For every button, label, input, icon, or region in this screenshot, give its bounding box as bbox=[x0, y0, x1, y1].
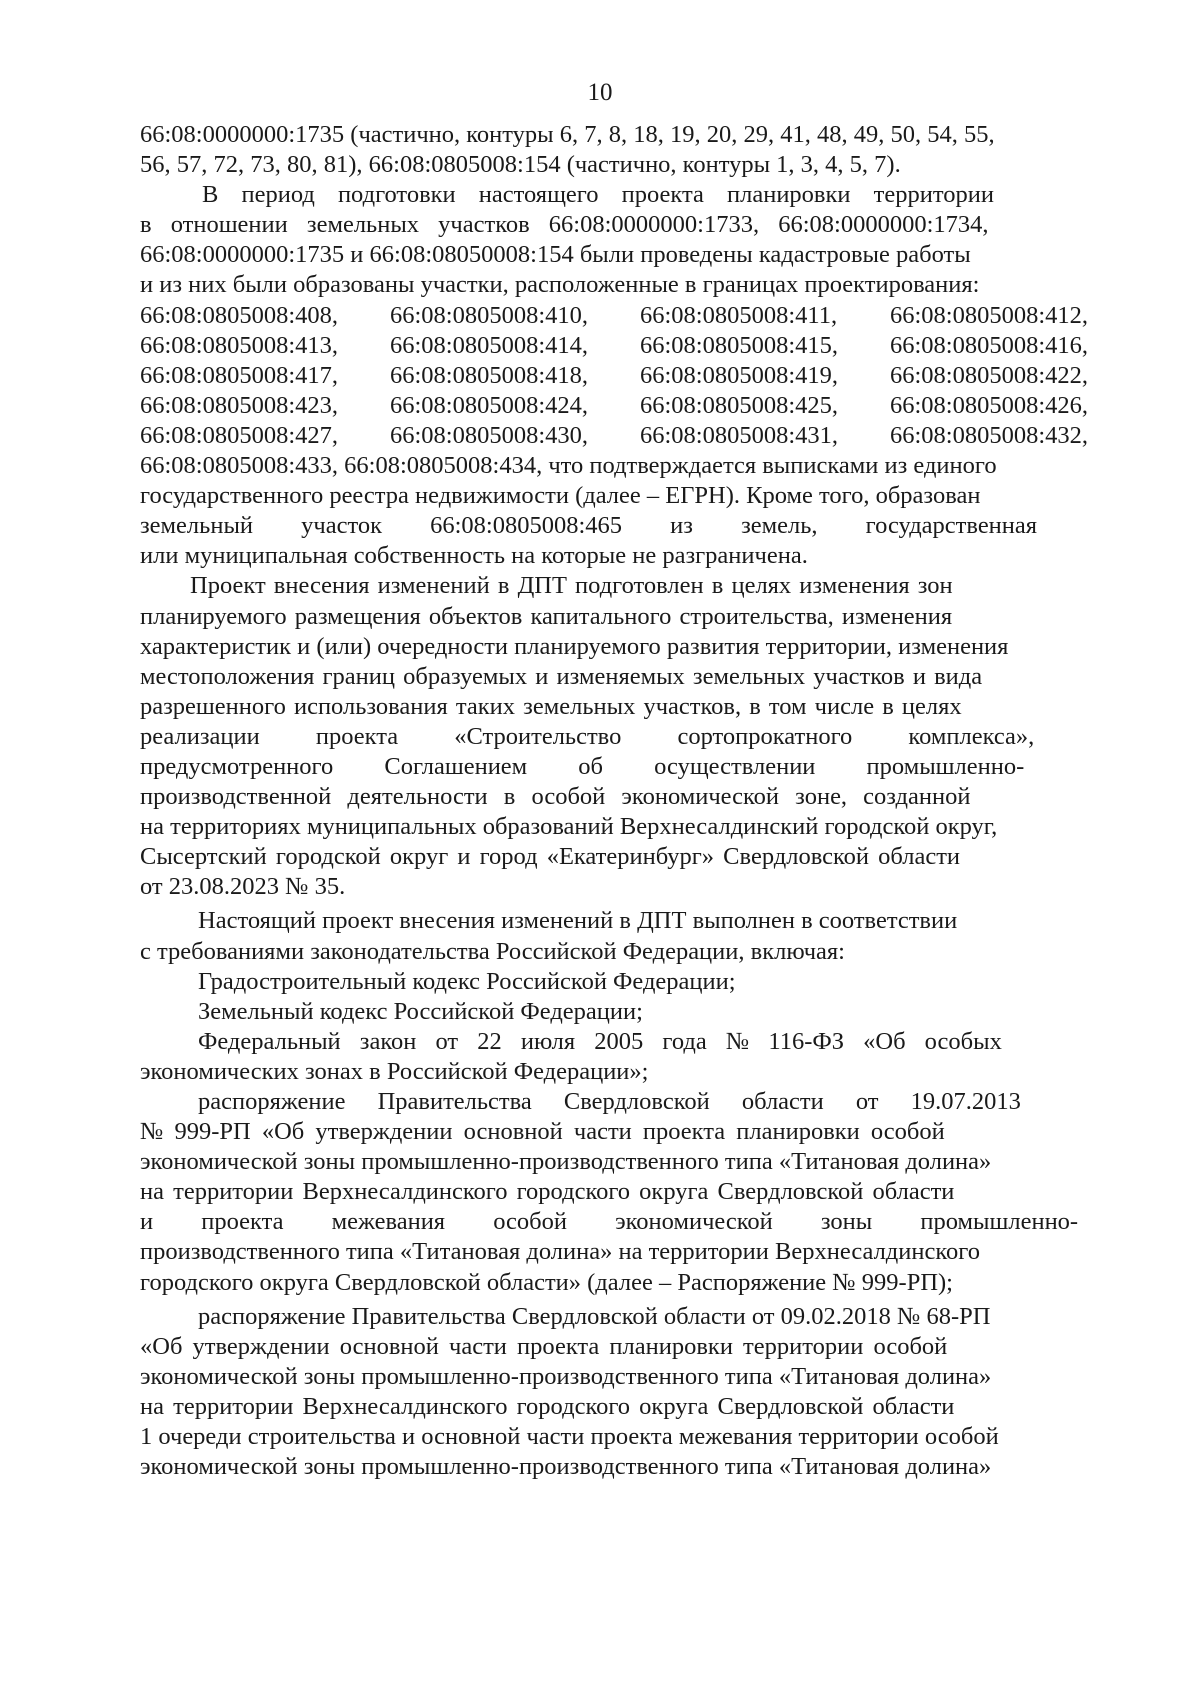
text-line: реализации проекта «Строительство сортопрокатного комплекса», bbox=[140, 722, 1035, 750]
text-line: городского округа Свердловской области» (далее – Распоряжение № 999-РП); bbox=[140, 1268, 953, 1296]
text-line: экономических зонах в Российской Федерации»; bbox=[140, 1057, 649, 1085]
text-line: на территории Верхнесалдинского городского округа Свердловской области bbox=[140, 1178, 955, 1206]
text-line: экономической зоны промышленно-производственного типа «Титановая долина» bbox=[140, 1362, 992, 1390]
text-line: «Об утверждении основной части проекта планировки территории особой bbox=[140, 1332, 948, 1360]
text-line: предусмотренного Соглашением об осуществлении промышленно- bbox=[140, 752, 1025, 780]
parcel-row: 66:08:0805008:408, 66:08:0805008:410, 66:08:0805008:411, 66:08:0805008:412, bbox=[140, 301, 1089, 329]
text-line: от 23.08.2023 № 35. bbox=[140, 873, 346, 901]
text-line: государственного реестра недвижимости (далее – ЕГРН). Кроме того, образован bbox=[140, 482, 981, 510]
document-body bbox=[140, 120, 1089, 1482]
text-line: распоряжение Правительства Свердловской области от 19.07.2013 bbox=[198, 1088, 1021, 1115]
text-line: на территории Верхнесалдинского городского округа Свердловской области bbox=[140, 1392, 955, 1420]
text-line: Градостроительный кодекс Российской Федерации; bbox=[198, 967, 736, 995]
text-line: Земельный кодекс Российской Федерации; bbox=[198, 997, 643, 1025]
text-line: или муниципальная собственность на которые не разграничена. bbox=[140, 542, 808, 570]
text-line: экономической зоны промышленно-производственного типа «Титановая долина» bbox=[140, 1453, 992, 1481]
text-line: 56, 57, 72, 73, 80, 81), 66:08:0805008:154 (частично, контуры 1, 3, 4, 5, 7). bbox=[140, 151, 901, 179]
text-line: производственной деятельности в особой экономической зоне, созданной bbox=[140, 783, 971, 811]
text-line: и из них были образованы участки, расположенные в границах проектирования: bbox=[140, 271, 980, 299]
text-line: 66:08:0805008:433, 66:08:0805008:434, что подтверждается выписками из единого bbox=[140, 452, 997, 480]
parcel-row: 66:08:0805008:417, 66:08:0805008:418, 66:08:0805008:419, 66:08:0805008:422, bbox=[140, 361, 1089, 389]
parcel-row: 66:08:0805008:427, 66:08:0805008:430, 66:08:0805008:431, 66:08:0805008:432, bbox=[140, 421, 1089, 449]
text-line: производственного типа «Титановая долина» на территории Верхнесалдинского bbox=[140, 1238, 980, 1266]
text-line: с требованиями законодательства Российской Федерации, включая: bbox=[140, 937, 845, 965]
text-line: на территориях муниципальных образований Верхнесалдинский городской округ, bbox=[140, 813, 998, 841]
text-line: экономической зоны промышленно-производственного типа «Титановая долина» bbox=[140, 1148, 992, 1176]
parcel-row: 66:08:0805008:423, 66:08:0805008:424, 66:08:0805008:425, 66:08:0805008:426, bbox=[140, 391, 1089, 419]
text-line: 66:08:0000000:1735 и 66:08:08050008:154 были проведены кадастровые работы bbox=[140, 241, 971, 269]
text-line: 66:08:0000000:1735 (частично, контуры 6, 7, 8, 18, 19, 20, 29, 41, 48, 49, 50, 54, 55, bbox=[140, 121, 995, 148]
parcel-row: 66:08:0805008:413, 66:08:0805008:414, 66:08:0805008:415, 66:08:0805008:416, bbox=[140, 331, 1089, 359]
text-line: Федеральный закон от 22 июля 2005 года № 116-ФЗ «Об особых bbox=[198, 1027, 1002, 1055]
text-line: Проект внесения изменений в ДПТ подготовлен в целях изменения зон bbox=[190, 572, 953, 600]
text-line: в отношении земельных участков 66:08:0000000:1733, 66:08:0000000:1734, bbox=[140, 211, 989, 239]
text-line: распоряжение Правительства Свердловской области от 09.02.2018 № 68-РП bbox=[198, 1302, 991, 1330]
text-line: 1 очереди строительства и основной части проекта межевания территории особой bbox=[140, 1423, 999, 1451]
text-line: местоположения границ образуемых и изменяемых земельных участков и вида bbox=[140, 662, 983, 690]
text-line: Сысертский городской округ и город «Екатеринбург» Свердловской области bbox=[140, 843, 961, 871]
text-line: характеристик и (или) очередности планируемого развития территории, изменения bbox=[140, 632, 1009, 660]
text-line: В период подготовки настоящего проекта планировки территории bbox=[202, 181, 994, 209]
text-line: № 999-РП «Об утверждении основной части проекта планировки особой bbox=[140, 1118, 945, 1146]
page-number: 10 bbox=[587, 79, 613, 106]
text-line: земельный участок 66:08:0805008:465 из земель, государственная bbox=[140, 512, 1038, 540]
text-line: Настоящий проект внесения изменений в ДПТ выполнен в соответствии bbox=[198, 907, 958, 935]
text-line: разрешенного использования таких земельных участков, в том числе в целях bbox=[140, 692, 962, 720]
text-line: и проекта межевания особой экономической зоны промышленно- bbox=[140, 1208, 1079, 1236]
text-line: планируемого размещения объектов капитального строительства, изменения bbox=[140, 602, 953, 630]
